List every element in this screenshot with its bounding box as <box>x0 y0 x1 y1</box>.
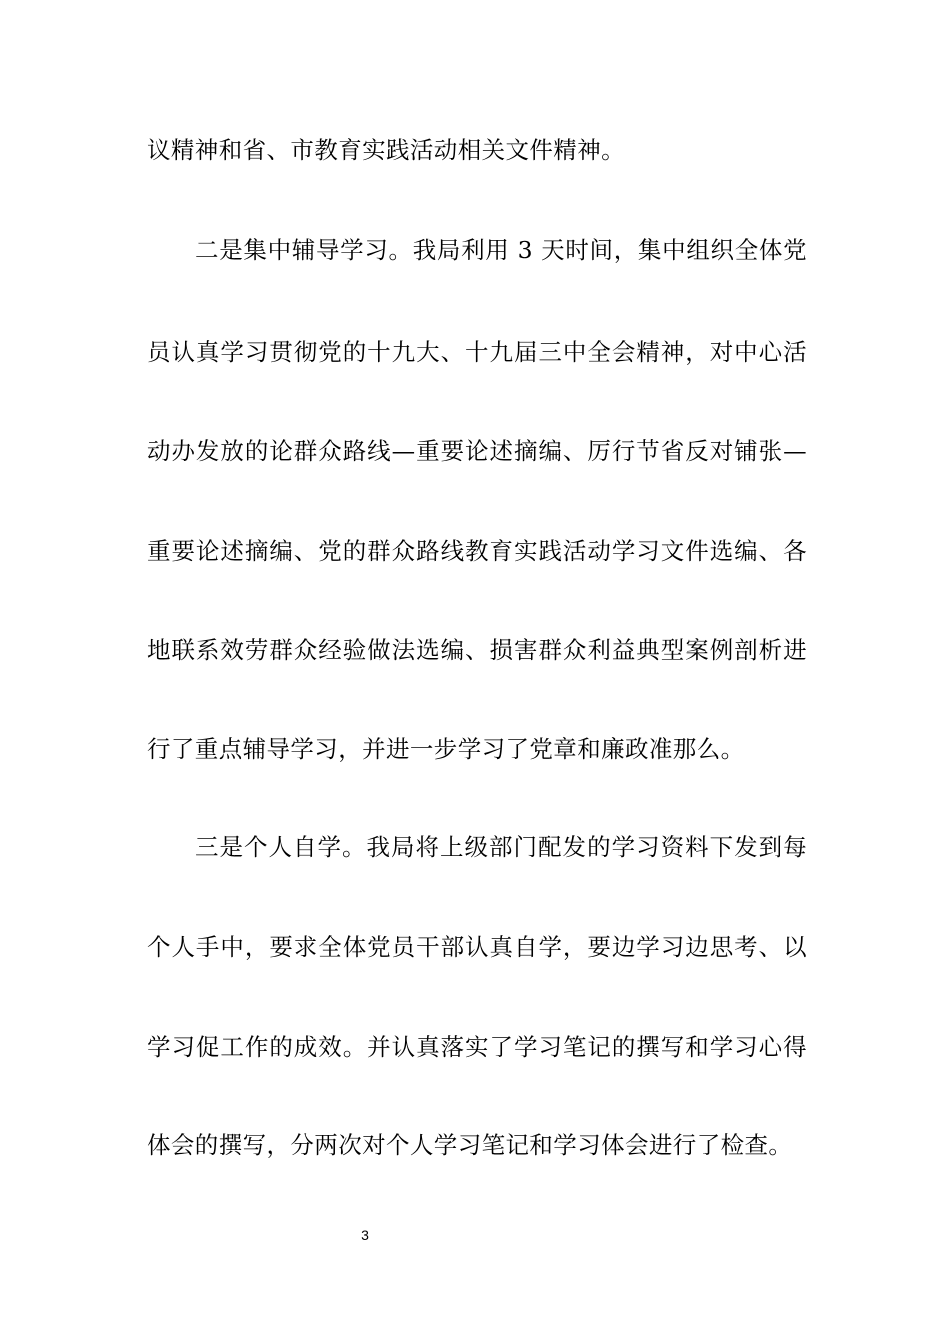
paragraph-1-line-1: 议精神和省、市教育实践活动相关文件精神。 <box>147 136 625 164</box>
paragraph-3-line-4: 体会的撰写，分两次对个人学习笔记和学习体会进行了检查。 <box>147 1131 793 1159</box>
paragraph-2-line-3: 动办发放的论群众路线—重要论述摘编、厉行节省反对铺张— <box>147 437 807 465</box>
paragraph-2-line-1: 二是集中辅导学习。我局利用 3 天时间，集中组织全体党 <box>195 236 807 264</box>
paragraph-2-line-5: 地联系效劳群众经验做法选编、损害群众利益典型案例剖析进 <box>147 636 807 664</box>
paragraph-3-line-3: 学习促工作的成效。并认真落实了学习笔记的撰写和学习心得 <box>147 1033 807 1061</box>
paragraph-2-line-2: 员认真学习贯彻党的十九大、十九届三中全会精神，对中心活 <box>147 338 807 366</box>
paragraph-3-line-2: 个人手中，要求全体党员干部认真自学，要边学习边思考、以 <box>147 933 807 961</box>
paragraph-2-line-6: 行了重点辅导学习，并进一步学习了党章和廉政准那么。 <box>147 735 745 763</box>
page-number: 3 <box>361 1227 369 1243</box>
paragraph-3-line-1: 三是个人自学。我局将上级部门配发的学习资料下发到每 <box>195 833 807 861</box>
paragraph-2-line-4: 重要论述摘编、党的群众路线教育实践活动学习文件选编、各 <box>147 537 807 565</box>
